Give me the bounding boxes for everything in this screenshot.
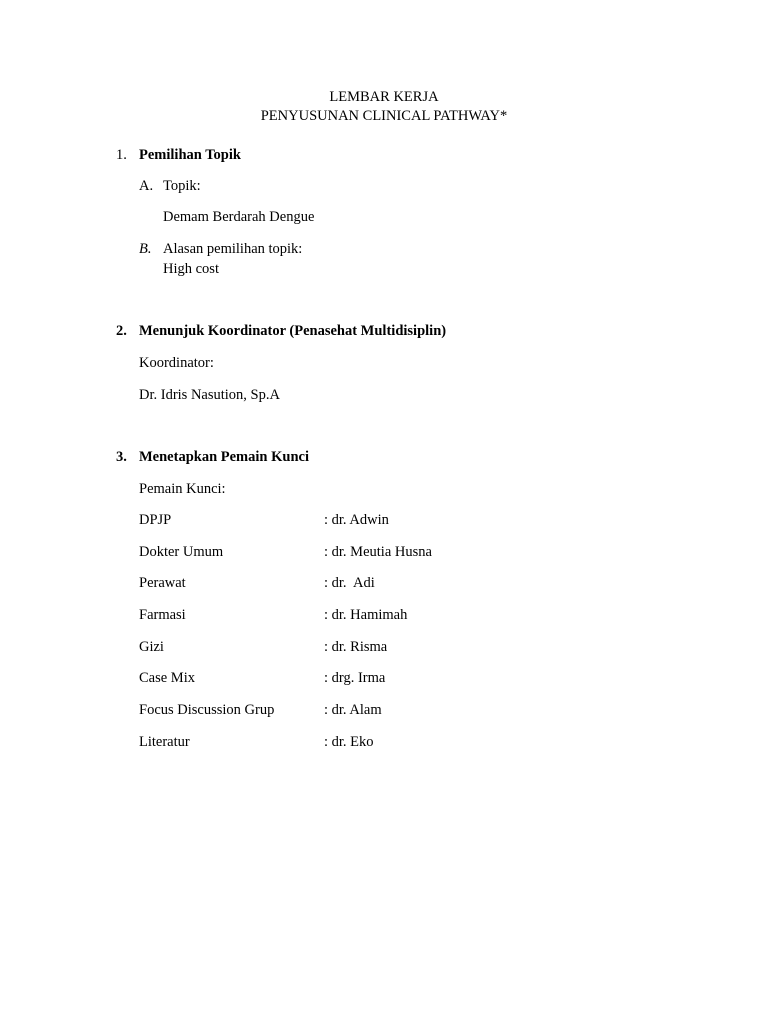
key-player-role: Gizi: [139, 639, 164, 655]
key-player-name: : dr. Eko: [324, 734, 374, 750]
item-a-label: Topik:: [163, 178, 201, 194]
document-title: LEMBAR KERJA: [329, 89, 439, 105]
key-players-label: Pemain Kunci:: [139, 481, 226, 497]
item-b-value: High cost: [163, 261, 219, 277]
key-player-name: : dr. Meutia Husna: [324, 544, 432, 560]
section-1-number: 1.: [116, 147, 127, 163]
key-player-name: : dr. Hamimah: [324, 607, 408, 623]
key-player-name: : dr. Alam: [324, 702, 382, 718]
key-player-role: Dokter Umum: [139, 544, 224, 560]
key-player-role: DPJP: [139, 512, 172, 528]
key-player-role: Case Mix: [139, 670, 195, 686]
coordinator-label: Koordinator:: [139, 355, 214, 371]
coordinator-value: Dr. Idris Nasution, Sp.A: [139, 387, 280, 403]
item-b-marker: B.: [139, 241, 152, 257]
key-player-role: Perawat: [139, 575, 186, 591]
section-3-number: 3.: [116, 449, 127, 465]
key-player-name: : dr. Risma: [324, 639, 388, 655]
document-subtitle: PENYUSUNAN CLINICAL PATHWAY*: [260, 108, 508, 124]
item-b-label: Alasan pemilihan topik:: [163, 241, 303, 257]
key-player-role: Focus Discussion Grup: [139, 702, 275, 718]
item-a-value: Demam Berdarah Dengue: [163, 209, 315, 225]
key-player-name: : drg. Irma: [324, 670, 386, 686]
key-player-role: Literatur: [139, 734, 190, 750]
section-2-number: 2.: [116, 323, 127, 339]
section-3-heading: Menetapkan Pemain Kunci: [139, 449, 309, 465]
key-player-role: Farmasi: [139, 607, 186, 623]
section-2-heading: Menunjuk Koordinator (Penasehat Multidisiplin): [139, 323, 447, 339]
section-1-heading: Pemilihan Topik: [139, 147, 241, 163]
item-a-marker: A.: [139, 178, 154, 194]
key-player-name: : dr. Adi: [324, 575, 375, 591]
key-player-name: : dr. Adwin: [324, 512, 389, 528]
